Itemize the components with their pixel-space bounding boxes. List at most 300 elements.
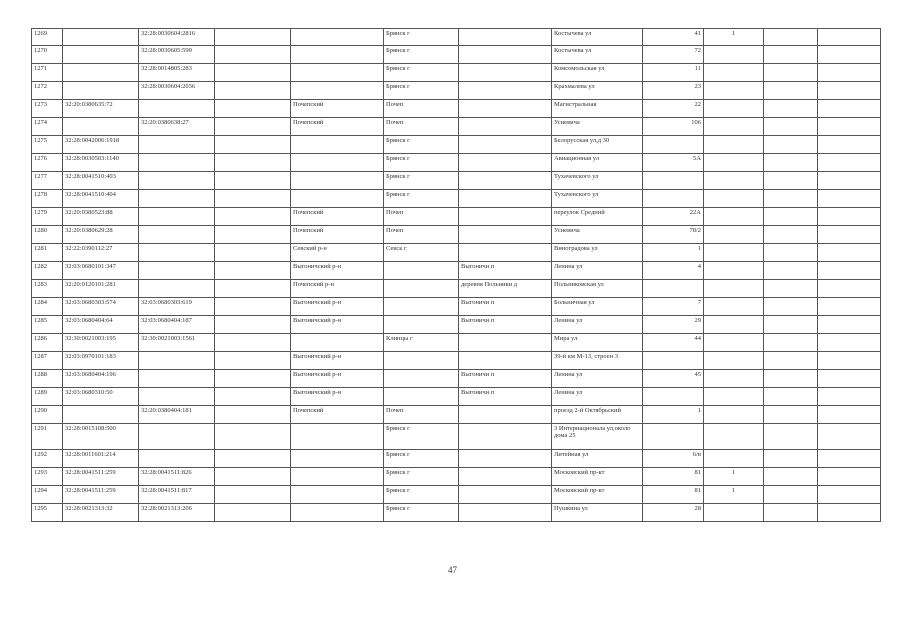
cell-district: Почепский р-н — [291, 280, 384, 298]
cell-house-number: 23 — [643, 82, 704, 100]
cell-column-12 — [818, 226, 881, 244]
cell-building-number: 1 — [704, 468, 764, 486]
table-row — [32, 504, 881, 522]
cell-building-number — [704, 208, 764, 226]
cell-row-number: 1289 — [32, 388, 63, 406]
cell-building-number — [704, 118, 764, 136]
cell-cadastral-number: 32:28:0011601:214 — [63, 450, 139, 468]
cell-street: Литейная ул — [552, 450, 643, 468]
cell-building-cadastral-number — [139, 280, 215, 298]
cell-street: Белорусская ул,д 30 — [552, 136, 643, 154]
cell-house-number — [643, 136, 704, 154]
cell-column-12 — [818, 316, 881, 334]
cell-building-cadastral-number — [139, 450, 215, 468]
cell-row-number: 1275 — [32, 136, 63, 154]
cell-column-11 — [764, 504, 818, 522]
cell-settlement — [459, 172, 552, 190]
cell-extra-column — [215, 190, 291, 208]
table-row — [32, 244, 881, 262]
table-row — [32, 450, 881, 468]
cell-house-number: 5А — [643, 154, 704, 172]
cell-row-number: 1283 — [32, 280, 63, 298]
cell-row-number: 1271 — [32, 64, 63, 82]
cell-street: Московский пр-кт — [552, 486, 643, 504]
cell-cadastral-number: 32:03:0680310:50 — [63, 388, 139, 406]
cell-house-number: 45 — [643, 370, 704, 388]
cell-district: Почепский — [291, 226, 384, 244]
cell-district — [291, 172, 384, 190]
table-row — [32, 172, 881, 190]
cell-house-number: 44 — [643, 334, 704, 352]
cell-column-12 — [818, 118, 881, 136]
cell-settlement — [459, 136, 552, 154]
cell-cadastral-number: 32:20:0380523:88 — [63, 208, 139, 226]
table-row — [32, 334, 881, 352]
cell-extra-column — [215, 136, 291, 154]
table-row — [32, 486, 881, 504]
cell-extra-column — [215, 100, 291, 118]
cell-building-number — [704, 244, 764, 262]
cell-column-12 — [818, 388, 881, 406]
cell-district — [291, 504, 384, 522]
cell-column-12 — [818, 298, 881, 316]
cell-settlement — [459, 82, 552, 100]
cell-district: Севский р-н — [291, 244, 384, 262]
cell-extra-column — [215, 316, 291, 334]
cell-row-number: 1281 — [32, 244, 63, 262]
cell-city: Брянск г — [384, 46, 459, 64]
cell-column-11 — [764, 298, 818, 316]
cell-extra-column — [215, 29, 291, 46]
cell-house-number: 81 — [643, 486, 704, 504]
cell-house-number: 78/2 — [643, 226, 704, 244]
cell-district: Выгоничский р-н — [291, 370, 384, 388]
cell-street: Виноградова ул — [552, 244, 643, 262]
cell-building-number — [704, 262, 764, 280]
cell-street: Магистральная — [552, 100, 643, 118]
cell-building-number — [704, 370, 764, 388]
cell-street: Усиевича — [552, 226, 643, 244]
cell-building-cadastral-number — [139, 226, 215, 244]
cell-building-number — [704, 100, 764, 118]
cell-city: Почеп — [384, 118, 459, 136]
cell-street: Костычева ул — [552, 29, 643, 46]
cell-city: Брянск г — [384, 64, 459, 82]
cell-row-number: 1278 — [32, 190, 63, 208]
cell-street: 39-й км М-13, строен 3 — [552, 352, 643, 370]
cell-district: Почепский — [291, 208, 384, 226]
cell-column-11 — [764, 370, 818, 388]
cell-extra-column — [215, 244, 291, 262]
cell-building-cadastral-number: 32:03:0680303:619 — [139, 298, 215, 316]
cell-cadastral-number: 32:03:0680101:347 — [63, 262, 139, 280]
cell-district — [291, 29, 384, 46]
cell-extra-column — [215, 172, 291, 190]
cell-house-number: 11 — [643, 64, 704, 82]
cell-column-12 — [818, 486, 881, 504]
table-row — [32, 100, 881, 118]
cell-column-11 — [764, 424, 818, 450]
cell-building-cadastral-number: 32:03:0680404:187 — [139, 316, 215, 334]
cell-city — [384, 280, 459, 298]
cell-street: Авиационная ул — [552, 154, 643, 172]
cell-house-number: 72 — [643, 46, 704, 64]
cell-house-number: 6/в — [643, 450, 704, 468]
cell-row-number: 1286 — [32, 334, 63, 352]
cell-extra-column — [215, 406, 291, 424]
cell-building-cadastral-number — [139, 190, 215, 208]
register-table — [31, 28, 881, 522]
cell-building-cadastral-number: 32:30:0021003:1561 — [139, 334, 215, 352]
cell-settlement — [459, 244, 552, 262]
cell-settlement — [459, 64, 552, 82]
cell-extra-column — [215, 280, 291, 298]
cell-district — [291, 82, 384, 100]
table-row — [32, 352, 881, 370]
cell-district: Выгоничский р-н — [291, 316, 384, 334]
page-number: 47 — [448, 565, 457, 575]
cell-extra-column — [215, 468, 291, 486]
cell-cadastral-number: 32:28:0030503:1140 — [63, 154, 139, 172]
cell-building-cadastral-number: 32:28:0041511:826 — [139, 468, 215, 486]
cell-building-cadastral-number — [139, 244, 215, 262]
cell-district: Почепский — [291, 406, 384, 424]
cell-building-number — [704, 298, 764, 316]
cell-settlement — [459, 504, 552, 522]
cell-column-12 — [818, 64, 881, 82]
cell-settlement — [459, 118, 552, 136]
table-row — [32, 468, 881, 486]
cell-column-11 — [764, 262, 818, 280]
cell-cadastral-number: 32:20:0380629:28 — [63, 226, 139, 244]
cell-cadastral-number: 32:28:0041511:259 — [63, 468, 139, 486]
cell-column-11 — [764, 172, 818, 190]
cell-extra-column — [215, 370, 291, 388]
cell-column-11 — [764, 136, 818, 154]
cell-cadastral-number: 32:28:0041510:404 — [63, 190, 139, 208]
cell-building-number — [704, 82, 764, 100]
cell-extra-column — [215, 262, 291, 280]
cell-cadastral-number: 32:28:0021313:32 — [63, 504, 139, 522]
cell-settlement — [459, 46, 552, 64]
cell-extra-column — [215, 388, 291, 406]
cell-column-12 — [818, 504, 881, 522]
cell-building-number — [704, 334, 764, 352]
cell-settlement — [459, 29, 552, 46]
cell-building-cadastral-number — [139, 154, 215, 172]
cell-building-cadastral-number — [139, 136, 215, 154]
cell-extra-column — [215, 504, 291, 522]
cell-cadastral-number: 32:30:0021003:195 — [63, 334, 139, 352]
cell-row-number: 1280 — [32, 226, 63, 244]
cell-building-number — [704, 406, 764, 424]
cell-street: Больничная ул — [552, 298, 643, 316]
cell-building-cadastral-number — [139, 172, 215, 190]
cell-street: Костычева ул — [552, 46, 643, 64]
cell-cadastral-number — [63, 64, 139, 82]
cell-settlement: Выгоничи п — [459, 316, 552, 334]
cell-extra-column — [215, 118, 291, 136]
cell-building-number — [704, 388, 764, 406]
cell-building-cadastral-number: 32:28:0030605:590 — [139, 46, 215, 64]
cell-house-number: 4 — [643, 262, 704, 280]
cell-cadastral-number — [63, 29, 139, 46]
cell-settlement: Выгоничи п — [459, 298, 552, 316]
cell-cadastral-number — [63, 46, 139, 64]
cell-extra-column — [215, 424, 291, 450]
cell-city: Брянск г — [384, 468, 459, 486]
cell-city: Брянск г — [384, 29, 459, 46]
cell-row-number: 1274 — [32, 118, 63, 136]
cell-building-number — [704, 352, 764, 370]
cell-city: Брянск г — [384, 82, 459, 100]
cell-building-cadastral-number — [139, 370, 215, 388]
cell-column-12 — [818, 82, 881, 100]
cell-city: Брянск г — [384, 504, 459, 522]
cell-cadastral-number: 32:20:0380635:72 — [63, 100, 139, 118]
cell-city: Почеп — [384, 226, 459, 244]
cell-extra-column — [215, 450, 291, 468]
table-row — [32, 118, 881, 136]
cell-settlement — [459, 334, 552, 352]
cell-street: Польниковская ул — [552, 280, 643, 298]
cell-city: Брянск г — [384, 486, 459, 504]
cell-row-number: 1292 — [32, 450, 63, 468]
cell-house-number — [643, 190, 704, 208]
table-row — [32, 316, 881, 334]
cell-street: Московский пр-кт — [552, 468, 643, 486]
cell-building-number — [704, 64, 764, 82]
cell-settlement — [459, 190, 552, 208]
cell-row-number: 1291 — [32, 424, 63, 450]
cell-settlement — [459, 424, 552, 450]
cell-building-cadastral-number — [139, 424, 215, 450]
cell-extra-column — [215, 82, 291, 100]
cell-city: Брянск г — [384, 190, 459, 208]
cell-building-cadastral-number: 32:20:0380404:181 — [139, 406, 215, 424]
cell-building-cadastral-number — [139, 262, 215, 280]
cell-column-12 — [818, 244, 881, 262]
cell-house-number: 81 — [643, 468, 704, 486]
cell-street: Усиевича — [552, 118, 643, 136]
cell-column-11 — [764, 486, 818, 504]
cell-settlement — [459, 226, 552, 244]
cell-district — [291, 450, 384, 468]
cell-building-number — [704, 280, 764, 298]
table-row — [32, 406, 881, 424]
cell-building-cadastral-number — [139, 208, 215, 226]
cell-cadastral-number: 32:03:0970101:183 — [63, 352, 139, 370]
cell-column-12 — [818, 100, 881, 118]
cell-settlement — [459, 100, 552, 118]
cell-city: Брянск г — [384, 154, 459, 172]
cell-city: Клинцы г — [384, 334, 459, 352]
cell-building-number — [704, 504, 764, 522]
cell-building-number — [704, 172, 764, 190]
cell-extra-column — [215, 334, 291, 352]
cell-cadastral-number: 32:28:0015108:500 — [63, 424, 139, 450]
cell-district: Выгоничский р-н — [291, 262, 384, 280]
table-row — [32, 29, 881, 46]
cell-building-cadastral-number — [139, 100, 215, 118]
cell-row-number: 1279 — [32, 208, 63, 226]
cell-house-number — [643, 388, 704, 406]
cell-building-number — [704, 226, 764, 244]
cell-settlement — [459, 154, 552, 172]
cell-settlement — [459, 208, 552, 226]
cell-street: Ленина ул — [552, 262, 643, 280]
cell-row-number: 1270 — [32, 46, 63, 64]
cell-city — [384, 316, 459, 334]
cell-house-number: 106 — [643, 118, 704, 136]
cell-column-11 — [764, 64, 818, 82]
cell-house-number: 29 — [643, 316, 704, 334]
cell-column-11 — [764, 100, 818, 118]
cell-column-11 — [764, 226, 818, 244]
cell-city — [384, 370, 459, 388]
cell-district — [291, 334, 384, 352]
cell-street: переулок Средний — [552, 208, 643, 226]
cell-city: Севск г — [384, 244, 459, 262]
cell-cadastral-number: 32:03:0680404:196 — [63, 370, 139, 388]
cell-cadastral-number: 32:28:0041511:259 — [63, 486, 139, 504]
cell-column-12 — [818, 262, 881, 280]
cell-extra-column — [215, 64, 291, 82]
cell-district — [291, 468, 384, 486]
cell-column-12 — [818, 370, 881, 388]
cell-house-number: 28 — [643, 504, 704, 522]
cell-extra-column — [215, 486, 291, 504]
cell-building-number — [704, 424, 764, 450]
cell-district: Выгоничский р-н — [291, 352, 384, 370]
cell-column-11 — [764, 82, 818, 100]
cell-settlement: Выгоничи п — [459, 370, 552, 388]
cell-building-cadastral-number: 32:28:0030604:2036 — [139, 82, 215, 100]
cell-column-12 — [818, 406, 881, 424]
cell-street: Ленина ул — [552, 388, 643, 406]
cell-row-number: 1272 — [32, 82, 63, 100]
cell-city — [384, 262, 459, 280]
cell-city: Почеп — [384, 208, 459, 226]
cell-row-number: 1276 — [32, 154, 63, 172]
cell-column-11 — [764, 450, 818, 468]
cell-district — [291, 190, 384, 208]
table-row — [32, 208, 881, 226]
table-row — [32, 154, 881, 172]
table-row — [32, 388, 881, 406]
cell-row-number: 1293 — [32, 468, 63, 486]
table-row — [32, 82, 881, 100]
cell-district: Почепский — [291, 100, 384, 118]
cell-street: Ленина ул — [552, 316, 643, 334]
cell-extra-column — [215, 46, 291, 64]
cell-cadastral-number — [63, 406, 139, 424]
cell-house-number: 7 — [643, 298, 704, 316]
cell-building-cadastral-number: 32:28:0014805:283 — [139, 64, 215, 82]
cell-street: Тухачевского ул — [552, 172, 643, 190]
cell-city: Брянск г — [384, 450, 459, 468]
cell-column-11 — [764, 352, 818, 370]
cell-column-11 — [764, 244, 818, 262]
cell-city — [384, 298, 459, 316]
table-row — [32, 190, 881, 208]
cell-street: Мира ул — [552, 334, 643, 352]
cell-city: Брянск г — [384, 136, 459, 154]
cell-column-12 — [818, 280, 881, 298]
cell-district — [291, 154, 384, 172]
cell-column-11 — [764, 406, 818, 424]
cell-street: Ленина ул — [552, 370, 643, 388]
table-row — [32, 226, 881, 244]
cell-row-number: 1284 — [32, 298, 63, 316]
cell-cadastral-number: 32:03:0680404:64 — [63, 316, 139, 334]
cell-column-12 — [818, 352, 881, 370]
cell-extra-column — [215, 208, 291, 226]
cell-settlement — [459, 352, 552, 370]
cell-city: Брянск г — [384, 424, 459, 450]
cell-column-12 — [818, 208, 881, 226]
cell-column-11 — [764, 208, 818, 226]
cell-city — [384, 352, 459, 370]
table-row — [32, 280, 881, 298]
cell-column-12 — [818, 29, 881, 46]
cell-row-number: 1273 — [32, 100, 63, 118]
table-row — [32, 370, 881, 388]
cell-row-number: 1294 — [32, 486, 63, 504]
cell-building-number — [704, 46, 764, 64]
cell-column-12 — [818, 424, 881, 450]
cell-column-11 — [764, 334, 818, 352]
table-row — [32, 298, 881, 316]
cell-cadastral-number: 32:28:0041510:403 — [63, 172, 139, 190]
cell-district: Почепский — [291, 118, 384, 136]
cell-column-11 — [764, 190, 818, 208]
cell-house-number: 41 — [643, 29, 704, 46]
cell-extra-column — [215, 154, 291, 172]
cell-row-number: 1288 — [32, 370, 63, 388]
cell-street: Пушкина ул — [552, 504, 643, 522]
cell-column-11 — [764, 468, 818, 486]
cell-column-12 — [818, 468, 881, 486]
cell-column-12 — [818, 450, 881, 468]
cell-column-11 — [764, 388, 818, 406]
cell-cadastral-number: 32:03:0680303:574 — [63, 298, 139, 316]
cell-column-11 — [764, 280, 818, 298]
cell-cadastral-number: 32:28:0042006:1918 — [63, 136, 139, 154]
cell-column-11 — [764, 118, 818, 136]
cell-cadastral-number: 32:22:0390112:27 — [63, 244, 139, 262]
cell-column-11 — [764, 29, 818, 46]
table-row — [32, 46, 881, 64]
cell-district — [291, 424, 384, 450]
cell-row-number: 1282 — [32, 262, 63, 280]
cell-extra-column — [215, 298, 291, 316]
cell-district: Выгоничский р-н — [291, 298, 384, 316]
cell-settlement — [459, 468, 552, 486]
table-row — [32, 136, 881, 154]
cell-house-number: 1 — [643, 244, 704, 262]
cell-settlement — [459, 450, 552, 468]
cell-district — [291, 486, 384, 504]
cell-district — [291, 46, 384, 64]
cell-column-12 — [818, 190, 881, 208]
cell-building-number — [704, 450, 764, 468]
table-row — [32, 424, 881, 450]
cell-building-number — [704, 316, 764, 334]
cell-cadastral-number — [63, 82, 139, 100]
cell-extra-column — [215, 352, 291, 370]
cell-row-number: 1269 — [32, 29, 63, 46]
